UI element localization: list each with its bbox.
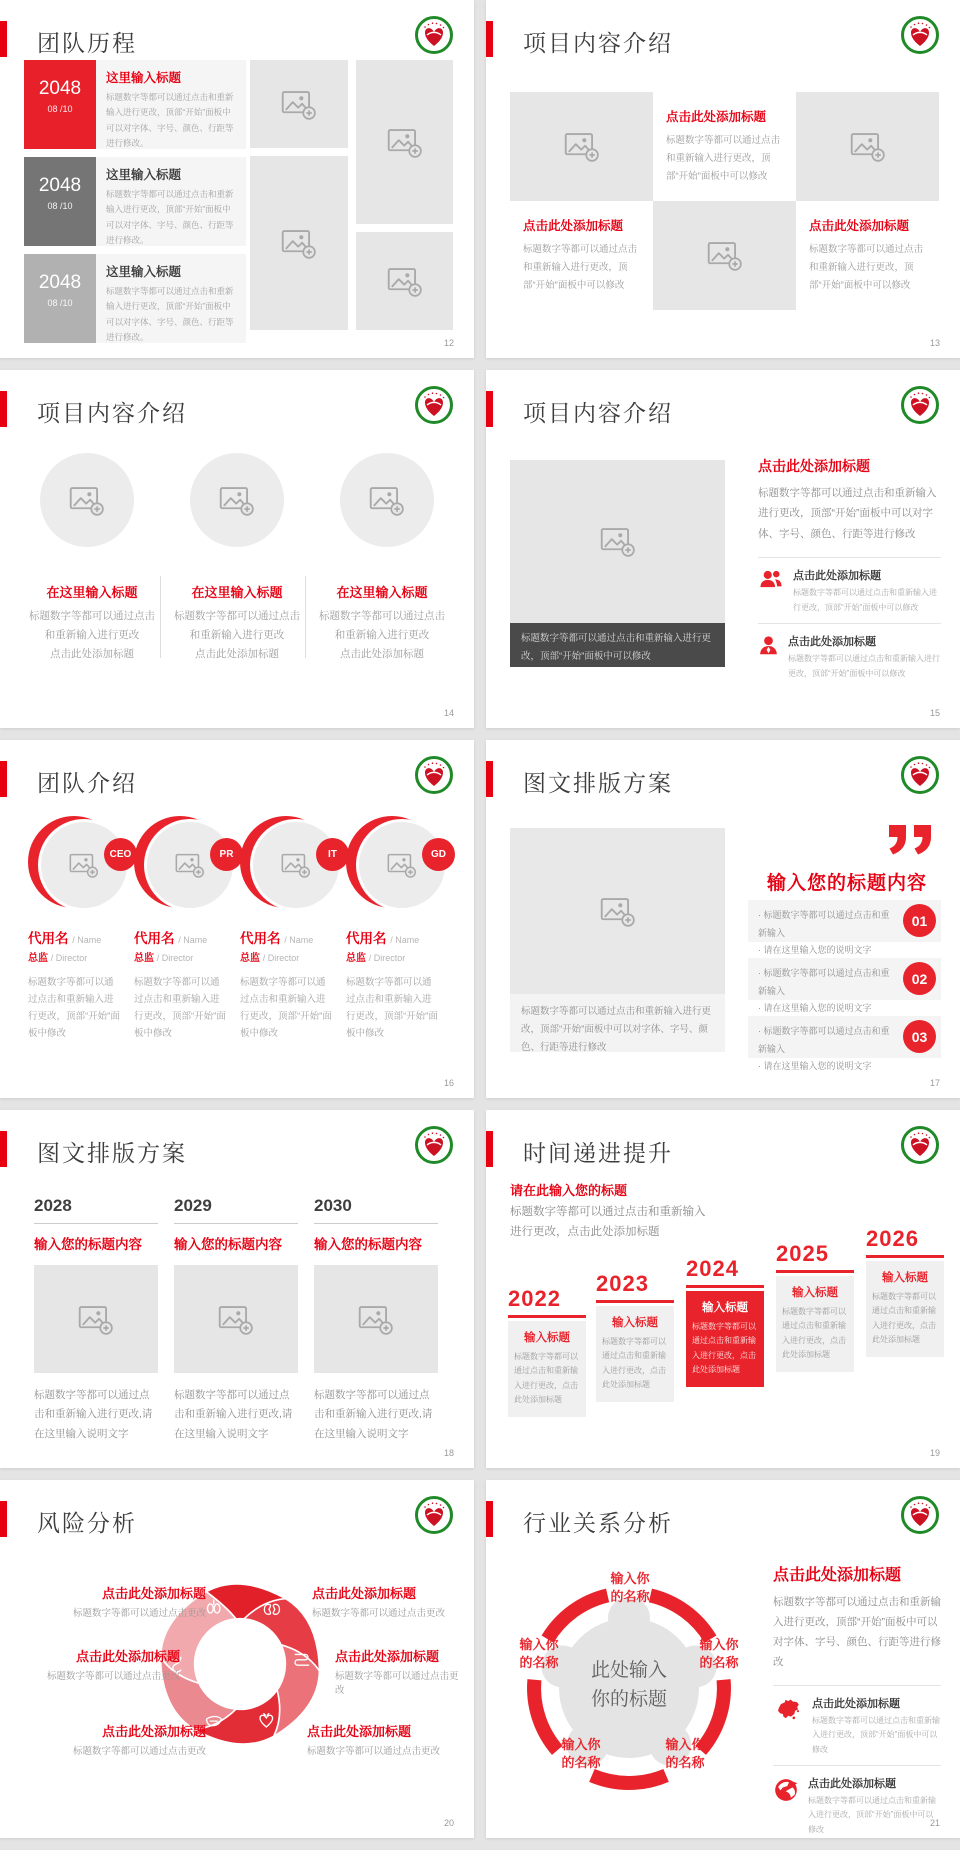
feature-item	[758, 557, 941, 623]
page-number: 15	[929, 708, 940, 718]
user-icon	[758, 635, 779, 656]
right-column	[773, 1562, 941, 1838]
timeline-date: 2048 08 /10	[24, 254, 96, 343]
step-heading: 输入标题	[792, 1287, 838, 1299]
hospital-logo-icon	[900, 755, 940, 795]
section-heading: 点击此处添加标题	[773, 1567, 902, 1584]
hospital-logo-icon	[414, 385, 454, 425]
slide-15-project-intro-image[interactable]	[486, 370, 960, 728]
feature-heading: 点击此处添加标题	[812, 1697, 900, 1710]
column-heading: 在这里输入标题	[191, 585, 283, 600]
text-cell	[653, 92, 796, 201]
feature-list	[773, 1685, 941, 1838]
number-badge: 01	[903, 904, 936, 937]
title-accent-bar	[486, 1131, 493, 1167]
member-avatar	[240, 812, 342, 918]
column-body: 标题数字等都可以通过点击和重新输入进行更改,请在这里输入说明文字	[34, 1389, 153, 1440]
step-heading: 输入标题	[702, 1302, 748, 1314]
risk-label: 点击此处添加标题 标题数字等都可以通过点击更改	[72, 1724, 206, 1757]
slide-title: 图文排版方案	[37, 1140, 187, 1166]
step-underline	[686, 1285, 764, 1288]
step-underline	[776, 1270, 854, 1273]
timeline-item	[24, 157, 246, 246]
text-column	[171, 582, 303, 664]
slide-13-project-intro-grid[interactable]	[486, 0, 960, 358]
timeline-step	[776, 1241, 854, 1372]
image-placeholder	[510, 828, 725, 994]
step-body: 标题数字等都可以通过点击和重新输入进行更改，点击此处添加标题	[514, 1352, 578, 1405]
numbered-list	[748, 900, 941, 1074]
role-badge: IT	[316, 838, 349, 871]
step-heading: 输入标题	[524, 1332, 570, 1344]
slide-title: 团队历程	[37, 30, 137, 56]
section-body: 标题数字等都可以通过点击和重新输入进行更改，顶部“开始”面板中可以对字体、字号、颜色、行距等进行修改	[758, 487, 937, 540]
column-heading: 输入您的标题内容	[314, 1237, 422, 1252]
title-accent-bar	[0, 21, 7, 57]
step-year: 2022	[508, 1286, 561, 1311]
year-label: 2029	[174, 1196, 298, 1224]
hospital-logo-icon	[414, 755, 454, 795]
title-accent-bar	[0, 391, 7, 427]
image-placeholder-circle	[340, 453, 434, 547]
title-accent-bar	[0, 1131, 7, 1167]
title-accent-bar	[0, 761, 7, 797]
page-number: 17	[929, 1078, 940, 1088]
column-heading: 输入您的标题内容	[174, 1237, 282, 1252]
timeline-heading: 这里输入标题	[106, 71, 182, 85]
column-body: 标题数字等都可以通过点击和重新输入进行更改 点击此处添加标题	[29, 610, 155, 660]
image-placeholder	[510, 92, 653, 201]
globe-icon	[773, 1777, 799, 1803]
role-badge: CEO	[104, 838, 137, 871]
image-placeholder	[250, 60, 348, 148]
timeline-item	[24, 254, 246, 343]
cell-heading: 点击此处添加标题	[523, 219, 624, 233]
column-heading: 在这里输入标题	[336, 585, 428, 600]
numbered-item: · 标题数字等都可以通过点击和重新输入 · 请在这里输入您的说明文字 02	[748, 958, 941, 1000]
hospital-logo-icon	[414, 1495, 454, 1535]
feature-item	[773, 1765, 941, 1838]
hub-center-title: 此处输入 你的标题	[590, 1660, 667, 1711]
hospital-logo-icon	[414, 15, 454, 55]
timeline-body: 标题数字等都可以通过点击和重新输入进行更改，顶部“开始”面板中可以对字体、字号、颜色、行距等进行修改。	[106, 286, 234, 342]
image-placeholder-circle	[190, 453, 284, 547]
page-number: 21	[929, 1818, 940, 1828]
numbered-item: · 标题数字等都可以通过点击和重新输入 · 请在这里输入您的说明文字 03	[748, 1016, 941, 1058]
member-card	[28, 812, 130, 1042]
page-number: 19	[929, 1448, 940, 1458]
slide-14-project-intro-circles[interactable]	[0, 370, 474, 728]
hospital-logo-icon	[900, 385, 940, 425]
member-name: 代用名 / Name	[240, 931, 314, 946]
timeline-step	[866, 1226, 944, 1357]
timeline-list	[24, 60, 246, 351]
title-accent-bar	[0, 1501, 7, 1537]
column-heading: 输入您的标题内容	[34, 1237, 142, 1252]
risk-label: 点击此处添加标题 标题数字等都可以通过点击更改	[307, 1724, 441, 1757]
image-placeholder	[356, 60, 453, 224]
slide-18-year-columns[interactable]	[0, 1110, 474, 1468]
node-label: 输入你 的名称	[699, 1637, 739, 1670]
node-label: 输入你 的名称	[519, 1637, 559, 1670]
image-placeholder	[510, 460, 725, 623]
risk-label: 点击此处添加标题 标题数字等都可以通过点击更改	[312, 1586, 446, 1619]
intro-body: 标题数字等都可以通过点击和重新输入 进行更改，点击此处添加标题	[510, 1206, 706, 1239]
cell-body: 标题数字等都可以通过点击和重新输入进行更改，顶部“开始”面板中可以修改	[809, 244, 924, 292]
page-number: 12	[443, 338, 454, 348]
hospital-logo-icon	[900, 1125, 940, 1165]
year-label: 2030	[314, 1196, 438, 1224]
year-column	[34, 1196, 158, 1444]
page-number: 13	[929, 338, 940, 348]
slide-title: 时间递进提升	[523, 1140, 673, 1166]
right-column	[758, 456, 941, 689]
users-icon	[758, 569, 784, 589]
slide-20-risk-analysis[interactable]	[0, 1480, 474, 1838]
column-body: 标题数字等都可以通过点击和重新输入进行更改 点击此处添加标题	[319, 610, 445, 660]
member-avatar	[28, 812, 130, 918]
member-body: 标题数字等都可以通过点击和重新输入进行更改，顶部“开始”面板中修改	[28, 977, 120, 1040]
step-body: 标题数字等都可以通过点击和重新输入进行更改，点击此处添加标题	[692, 1322, 756, 1375]
member-role: 总监 / Director	[240, 953, 300, 964]
member-role: 总监 / Director	[28, 953, 88, 964]
image-caption: 标题数字等都可以通过点击和重新输入进行更改，顶部“开始”面板中可以对字体、字号、颜色、行距等进行修改	[510, 994, 725, 1052]
china-map-icon	[773, 1697, 803, 1722]
slide-title: 行业关系分析	[523, 1510, 673, 1536]
member-card	[346, 812, 448, 1042]
feature-body: 标题数字等都可以通过点击和重新输入进行更改，顶部“开始”面板中可以修改	[793, 588, 937, 612]
step-body: 标题数字等都可以通过点击和重新输入进行更改，点击此处添加标题	[782, 1307, 846, 1360]
step-body: 标题数字等都可以通过点击和重新输入进行更改，点击此处添加标题	[602, 1337, 666, 1390]
member-name: 代用名 / Name	[346, 931, 420, 946]
member-body: 标题数字等都可以通过点击和重新输入进行更改，顶部“开始”面板中修改	[346, 977, 438, 1040]
role-badge: GD	[422, 838, 455, 871]
step-heading: 输入标题	[612, 1317, 658, 1329]
page-number: 20	[443, 1818, 454, 1828]
slide-title: 图文排版方案	[523, 770, 673, 796]
page-number: 16	[443, 1078, 454, 1088]
role-badge: PR	[210, 838, 243, 871]
cell-heading: 点击此处添加标题	[809, 219, 910, 233]
image-caption: 标题数字等都可以通过点击和重新输入进行更改，顶部“开始”面板中可以修改	[510, 623, 725, 667]
cell-body: 标题数字等都可以通过点击和重新输入进行更改，顶部“开始”面板中可以修改	[523, 244, 638, 292]
timeline-step	[596, 1271, 674, 1402]
timeline-body: 标题数字等都可以通过点击和重新输入进行更改，顶部“开始”面板中可以对字体、字号、颜色、行距等进行修改。	[106, 92, 234, 148]
column-body: 标题数字等都可以通过点击和重新输入进行更改,请在这里输入说明文字	[174, 1389, 293, 1440]
member-avatar	[346, 812, 448, 918]
risk-label: 点击此处添加标题 标题数字等都可以通过点击更改	[46, 1649, 180, 1682]
member-role: 总监 / Director	[346, 953, 406, 964]
slide-title: 风险分析	[37, 1510, 137, 1536]
step-underline	[866, 1255, 944, 1258]
timeline-step	[508, 1286, 586, 1417]
feature-heading: 点击此处添加标题	[808, 1777, 896, 1790]
member-name: 代用名 / Name	[134, 931, 208, 946]
slide-19-timeline-steps[interactable]	[486, 1110, 960, 1468]
title-accent-bar	[486, 391, 493, 427]
numbered-item: · 标题数字等都可以通过点击和重新输入 · 请在这里输入您的说明文字 01	[748, 900, 941, 942]
column-heading: 在这里输入标题	[46, 585, 138, 600]
risk-label: 点击此处添加标题 标题数字等都可以通过点击更改	[335, 1649, 459, 1696]
timeline-date: 2048 08 /10	[24, 157, 96, 246]
title-accent-bar	[486, 1501, 493, 1537]
feature-heading: 点击此处添加标题	[788, 636, 876, 649]
cell-heading: 点击此处添加标题	[666, 110, 767, 124]
node-label: 输入你 的名称	[561, 1737, 601, 1770]
divider	[160, 576, 161, 658]
section-heading: 点击此处添加标题	[758, 458, 870, 474]
slide-17-image-text-layout[interactable]	[486, 740, 960, 1098]
feature-item	[773, 1685, 941, 1765]
intro-heading: 请在此输入您的标题	[510, 1183, 628, 1198]
member-name: 代用名 / Name	[28, 931, 102, 946]
slide-12-team-history[interactable]	[0, 0, 474, 358]
feature-body: 标题数字等都可以通过点击和重新输入进行更改，顶部“开始”面板中可以修改	[808, 1795, 936, 1834]
feature-heading: 点击此处添加标题	[793, 570, 881, 583]
feature-list	[758, 557, 941, 689]
year-column	[314, 1196, 438, 1444]
timeline-item	[24, 60, 246, 149]
cell-body: 标题数字等都可以通过点击和重新输入进行更改，顶部“开始”面板中可以修改	[666, 135, 781, 183]
page-number: 14	[443, 708, 454, 718]
image-placeholder-circle	[40, 453, 134, 547]
member-role: 总监 / Director	[134, 953, 194, 964]
member-card	[240, 812, 342, 1042]
text-column	[26, 582, 158, 664]
year-label: 2028	[34, 1196, 158, 1224]
column-body: 标题数字等都可以通过点击和重新输入进行更改 点击此处添加标题	[174, 610, 300, 660]
image-placeholder	[34, 1265, 158, 1373]
step-year: 2024	[686, 1256, 739, 1281]
text-cell	[510, 201, 653, 310]
step-underline	[596, 1300, 674, 1303]
step-year: 2026	[866, 1226, 919, 1251]
divider	[305, 576, 306, 658]
hospital-logo-icon	[900, 15, 940, 55]
member-card	[134, 812, 236, 1042]
timeline-step-highlighted	[686, 1256, 764, 1387]
member-avatar	[134, 812, 236, 918]
text-column	[316, 582, 448, 664]
timeline-body: 标题数字等都可以通过点击和重新输入进行更改，顶部“开始”面板中可以对字体、字号、颜色、行距等进行修改。	[106, 189, 234, 245]
feature-body: 标题数字等都可以通过点击和重新输入进行更改，顶部“开始”面板中可以修改	[812, 1715, 940, 1754]
timeline-date: 2048 08 /10	[24, 60, 96, 149]
number-badge: 02	[903, 962, 936, 995]
member-body: 标题数字等都可以通过点击和重新输入进行更改，顶部“开始”面板中修改	[134, 977, 226, 1040]
quote-icon	[888, 824, 932, 856]
section-heading: 输入您的标题内容	[767, 873, 928, 894]
image-placeholder	[356, 232, 453, 330]
timeline-heading: 这里输入标题	[106, 168, 182, 182]
title-accent-bar	[486, 21, 493, 57]
step-heading: 输入标题	[882, 1272, 928, 1284]
step-body: 标题数字等都可以通过点击和重新输入进行更改，点击此处添加标题	[872, 1292, 936, 1345]
year-column	[174, 1196, 298, 1444]
node-label: 输入你 的名称	[610, 1571, 650, 1604]
slide-title: 项目内容介绍	[37, 400, 187, 426]
number-badge: 03	[903, 1020, 936, 1053]
step-year: 2023	[596, 1271, 649, 1296]
column-body: 标题数字等都可以通过点击和重新输入进行更改,请在这里输入说明文字	[314, 1389, 433, 1440]
hospital-logo-icon	[414, 1125, 454, 1165]
section-body: 标题数字等都可以通过点击和重新输入进行更改，顶部“开始”面板中可以对字体、字号、颜色、行距等进行修改	[773, 1596, 941, 1668]
slide-title: 项目内容介绍	[523, 30, 673, 56]
image-placeholder	[796, 92, 939, 201]
image-placeholder	[174, 1265, 298, 1373]
title-accent-bar	[486, 761, 493, 797]
slide-16-team-members[interactable]	[0, 740, 474, 1098]
image-placeholder	[250, 156, 348, 330]
feature-item	[758, 623, 941, 689]
slide-title: 团队介绍	[37, 770, 137, 796]
slide-21-industry-relations[interactable]	[486, 1480, 960, 1838]
image-placeholder	[653, 201, 796, 310]
image-placeholder	[314, 1265, 438, 1373]
page-number: 18	[443, 1448, 454, 1458]
text-cell	[796, 201, 939, 310]
hospital-logo-icon	[900, 1495, 940, 1535]
node-label: 输入你 的名称	[665, 1737, 705, 1770]
timeline-heading: 这里输入标题	[106, 265, 182, 279]
step-year: 2025	[776, 1241, 829, 1266]
step-underline	[508, 1315, 586, 1318]
risk-label: 点击此处添加标题 标题数字等都可以通过点击更改	[72, 1586, 206, 1619]
content-grid	[510, 92, 939, 310]
slide-title: 项目内容介绍	[523, 400, 673, 426]
feature-body: 标题数字等都可以通过点击和重新输入进行更改，顶部“开始”面板中可以修改	[788, 654, 940, 678]
member-body: 标题数字等都可以通过点击和重新输入进行更改，顶部“开始”面板中修改	[240, 977, 332, 1040]
